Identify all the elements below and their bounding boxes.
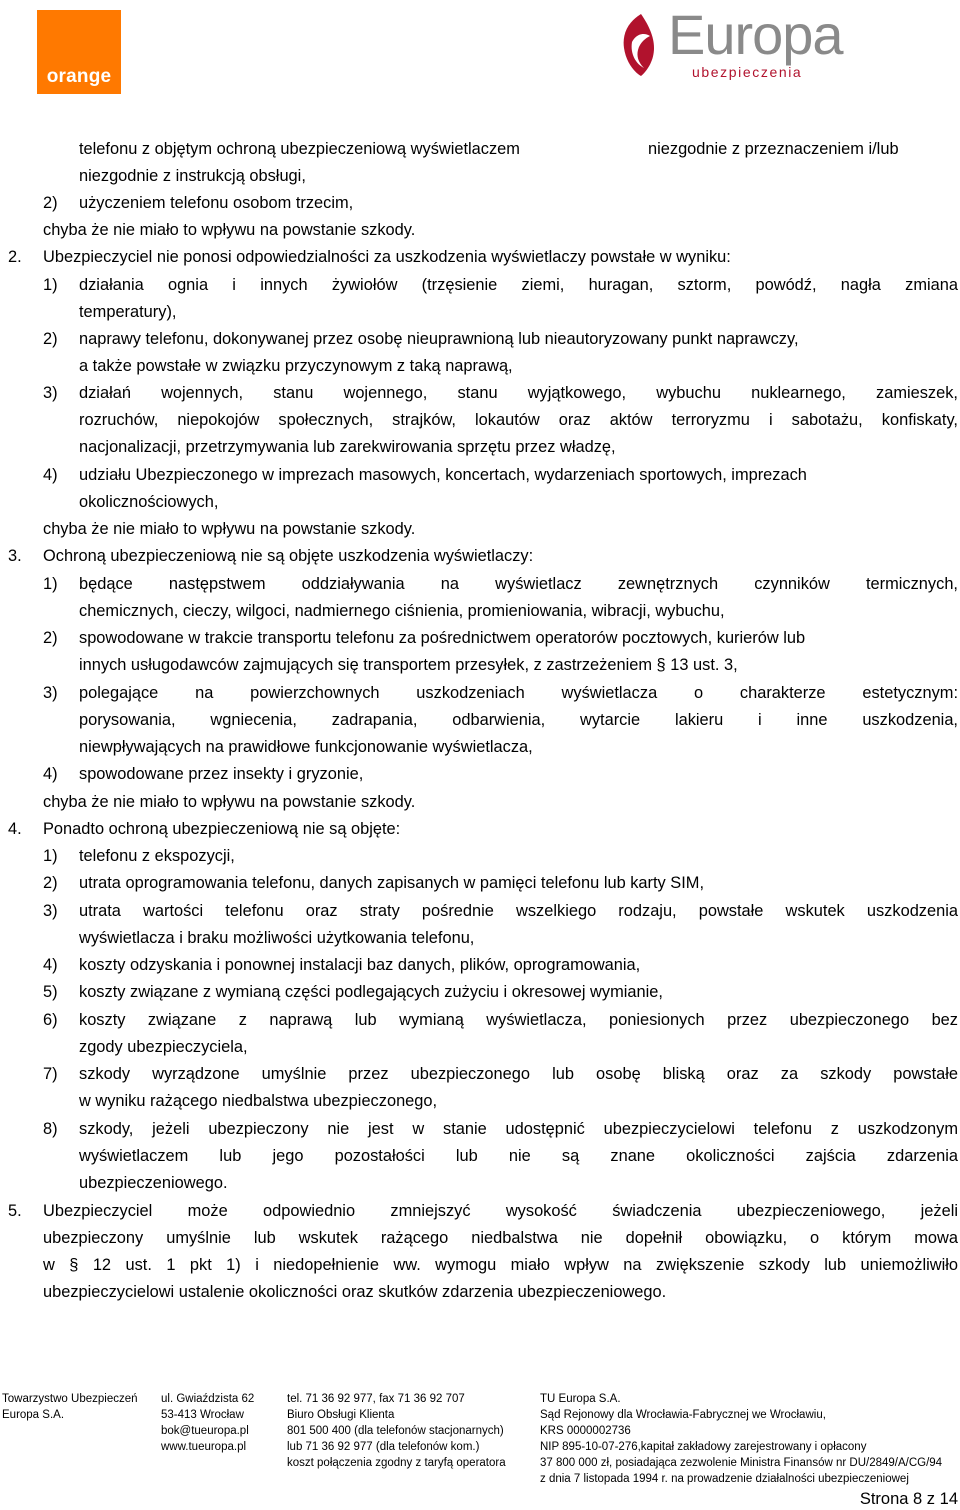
footer-line: lub 71 36 92 977 (dla telefonów kom.) — [287, 1441, 480, 1453]
footer-line: TU Europa S.A. — [540, 1393, 621, 1405]
section-heading: Ponadto ochroną ubezpieczeniową nie są objęte: — [43, 820, 401, 838]
list-number: 7) — [43, 1065, 58, 1083]
text-line: zgody ubezpieczyciela, — [79, 1038, 248, 1056]
europa-logo-word: Europa — [668, 3, 843, 66]
text-line: ubezpieczycielowi ustalenie okoliczności oraz skutków zdarzenia ubezpieczeniowego. — [43, 1283, 667, 1301]
text-line: koszty związane z wymianą części podlegających zużyciu i okresowej wymianie, — [79, 983, 663, 1001]
text-line: utrata wartości telefonu oraz straty pośrednie wszelkiego rodzaju, powstałe wskutek uszkodzenia — [79, 902, 958, 920]
footer-line: KRS 0000002736 — [540, 1425, 631, 1437]
list-number: 1) — [43, 276, 58, 294]
footer-line: koszt połączenia zgodny z taryfą operatora — [287, 1457, 506, 1469]
text-line: niewpływających na prawidłowe funkcjonowanie wyświetlacza, — [79, 738, 533, 756]
text-line: telefonu z ekspozycji, — [79, 847, 235, 865]
text-line: będące następstwem oddziaływania na wyświetlacz zewnętrznych czynników termicznych, — [79, 575, 958, 593]
text-line: naprawy telefonu, dokonywanej przez osobę nieuprawnioną lub nieautoryzowany punkt naprawczy, — [79, 330, 799, 348]
orange-logo — [37, 10, 121, 94]
footer-line: Towarzystwo Ubezpieczeń — [2, 1393, 138, 1405]
text-line: chyba że nie miało to wpływu na powstanie szkody. — [43, 520, 416, 538]
text-line: szkody, jeżeli ubezpieczony nie jest w stanie udostępnić ubezpieczycielowi telefonu z uszkodzonym — [79, 1120, 958, 1138]
text-line: niezgodnie z przeznaczeniem i/lub — [648, 140, 899, 158]
list-number: 3) — [43, 684, 58, 702]
footer-company-name — [2, 1391, 138, 1423]
text-line: ubezpieczony umyślnie lub wskutek rażącego niedbalstwa nie dopełnił obowiązku, o którym mowa — [43, 1229, 958, 1247]
section-heading: Ubezpieczyciel nie ponosi odpowiedzialności za uszkodzenia wyświetlaczy powstałe w wyniku: — [43, 248, 731, 266]
text-line: telefonu z objętym ochroną ubezpieczeniową wyświetlaczem — [79, 140, 520, 158]
page-number: Strona 8 z 14 — [859, 1490, 958, 1508]
list-number: 3) — [43, 384, 58, 402]
europa-logo-subtitle: ubezpieczenia — [692, 64, 803, 80]
list-number: 4) — [43, 956, 58, 974]
text-line: szkody wyrządzone umyślnie przez ubezpieczonego lub osobę bliską oraz za szkody powstałe — [79, 1065, 958, 1083]
text-line: koszty związane z naprawą lub wymianą wyświetlacza, poniesionych przez ubezpieczonego bez — [79, 1011, 958, 1029]
text-line: temperatury), — [79, 303, 177, 321]
text-line: ubezpieczeniowego. — [79, 1174, 228, 1192]
list-number: 6) — [43, 1011, 58, 1029]
footer-address — [161, 1391, 254, 1455]
footer-line: 53-413 Wrocław — [161, 1409, 244, 1421]
list-number: 4) — [43, 765, 58, 783]
footer-line: 801 500 400 (dla telefonów stacjonarnych) — [287, 1425, 504, 1437]
europa-emblem-icon — [618, 12, 664, 78]
text-line: w wyniku rażącego niedbalstwa ubezpieczonego, — [79, 1092, 438, 1110]
text-line: wyświetlaczem lub jego pozostałości lub nie są znane okoliczności zajścia zdarzenia — [79, 1147, 958, 1165]
text-line: chyba że nie miało to wpływu na powstanie szkody. — [43, 793, 416, 811]
text-line: spowodowane przez insekty i gryzonie, — [79, 765, 364, 783]
list-number: 5) — [43, 983, 58, 1001]
list-number: 1) — [43, 575, 58, 593]
text-line: polegające na powierzchownych uszkodzeniach wyświetlacza o charakterze estetycznym: — [79, 684, 958, 702]
text-line: nacjonalizacji, przetrzymywania lub zarekwirowania sprzętu przez władzę, — [79, 438, 616, 456]
text-line: porysowania, wgniecenia, zadrapania, odbarwienia, wytarcie lakieru i inne uszkodzenia, — [79, 711, 958, 729]
section-number: 3. — [8, 547, 22, 565]
footer-contact — [287, 1391, 506, 1471]
text-line: działań wojennych, stanu wojennego, stanu wyjątkowego, wybuchu nuklearnego, zamieszek, — [79, 384, 958, 402]
footer-line: 37 800 000 zł, posiadająca zezwolenie Ministra Finansów nr DU/2849/A/CG/94 — [540, 1457, 943, 1469]
list-number: 2) — [43, 874, 58, 892]
footer-line: Sąd Rejonowy dla Wrocławia-Fabrycznej we Wrocławiu, — [540, 1409, 826, 1421]
page-footer — [0, 1391, 960, 1510]
text-line: Ubezpieczyciel może odpowiednio zmniejszyć wysokość świadczenia ubezpieczeniowego, jeżeli — [43, 1202, 958, 1220]
section-number: 2. — [8, 248, 22, 266]
list-number: 2) — [43, 194, 58, 212]
text-line: innych usługodawców zajmujących się transportem przesyłek, z zastrzeżeniem § 13 ust. 3, — [79, 656, 738, 674]
footer-website-link[interactable]: www.tueuropa.pl — [161, 1441, 247, 1453]
list-number: 3) — [43, 902, 58, 920]
list-number: 1) — [43, 847, 58, 865]
footer-line: NIP 895-10-07-276,kapitał zakładowy zarejestrowany i opłacony — [540, 1441, 867, 1453]
text-line: chyba że nie miało to wpływu na powstanie szkody. — [43, 221, 416, 239]
list-number: 2) — [43, 330, 58, 348]
footer-email-link[interactable]: bok@tueuropa.pl — [161, 1425, 249, 1437]
text-line: wyświetlacza i braku możliwości użytkowania telefonu, — [79, 929, 475, 947]
text-line: utrata oprogramowania telefonu, danych zapisanych w pamięci telefonu lub karty SIM, — [79, 874, 705, 892]
list-number: 8) — [43, 1120, 58, 1138]
orange-logo-text: orange — [46, 66, 112, 87]
footer-line: tel. 71 36 92 977, fax 71 36 92 707 — [287, 1393, 465, 1405]
page-header — [0, 0, 960, 120]
list-number: 4) — [43, 466, 58, 484]
text-line: a także powstałe w związku przyczynowym z taką naprawą, — [79, 357, 513, 375]
text-line: w § 12 ust. 1 pkt 1) i niedopełnienie ww. wymogu miało wpływ na zwiększenie szkody lub uniemożliwiło — [43, 1256, 958, 1274]
text-line: koszty odzyskania i ponownej instalacji baz danych, plików, oprogramowania, — [79, 956, 641, 974]
text-line: chemicznych, cieczy, wilgoci, nadmiernego ciśnienia, promieniowania, wibracji, wybuchu, — [79, 602, 725, 620]
footer-line: ul. Gwiaździsta 62 — [161, 1393, 255, 1405]
text-line: rozruchów, niepokojów społecznych, strajków, lokautów oraz aktów terroryzmu i sabotażu, konfiskaty, — [79, 411, 958, 429]
text-line: spowodowane w trakcie transportu telefonu za pośrednictwem operatorów pocztowych, kurierów lub — [79, 629, 806, 647]
text-line: okolicznościowych, — [79, 493, 219, 511]
list-number: 2) — [43, 629, 58, 647]
text-line: niezgodnie z instrukcją obsługi, — [79, 167, 306, 185]
text-line: działania ognia i innych żywiołów (trzęsienie ziemi, huragan, sztorm, powódź, nagła zmiana — [79, 276, 958, 294]
section-number: 5. — [8, 1202, 22, 1220]
text-line: udziału Ubezpieczonego w imprezach masowych, koncertach, wydarzeniach sportowych, imprezach — [79, 466, 807, 484]
text-line: użyczeniem telefonu osobom trzecim, — [79, 194, 354, 212]
footer-line: Europa S.A. — [2, 1409, 65, 1421]
europa-logo — [618, 3, 858, 84]
section-heading: Ochroną ubezpieczeniową nie są objęte uszkodzenia wyświetlaczy: — [43, 547, 534, 565]
section-number: 4. — [8, 820, 22, 838]
footer-registration — [540, 1391, 942, 1487]
footer-line: Biuro Obsługi Klienta — [287, 1409, 395, 1421]
footer-line: z dnia 7 listopada 1994 r. na prowadzenie działalności ubezpieczeniowej — [540, 1473, 909, 1485]
